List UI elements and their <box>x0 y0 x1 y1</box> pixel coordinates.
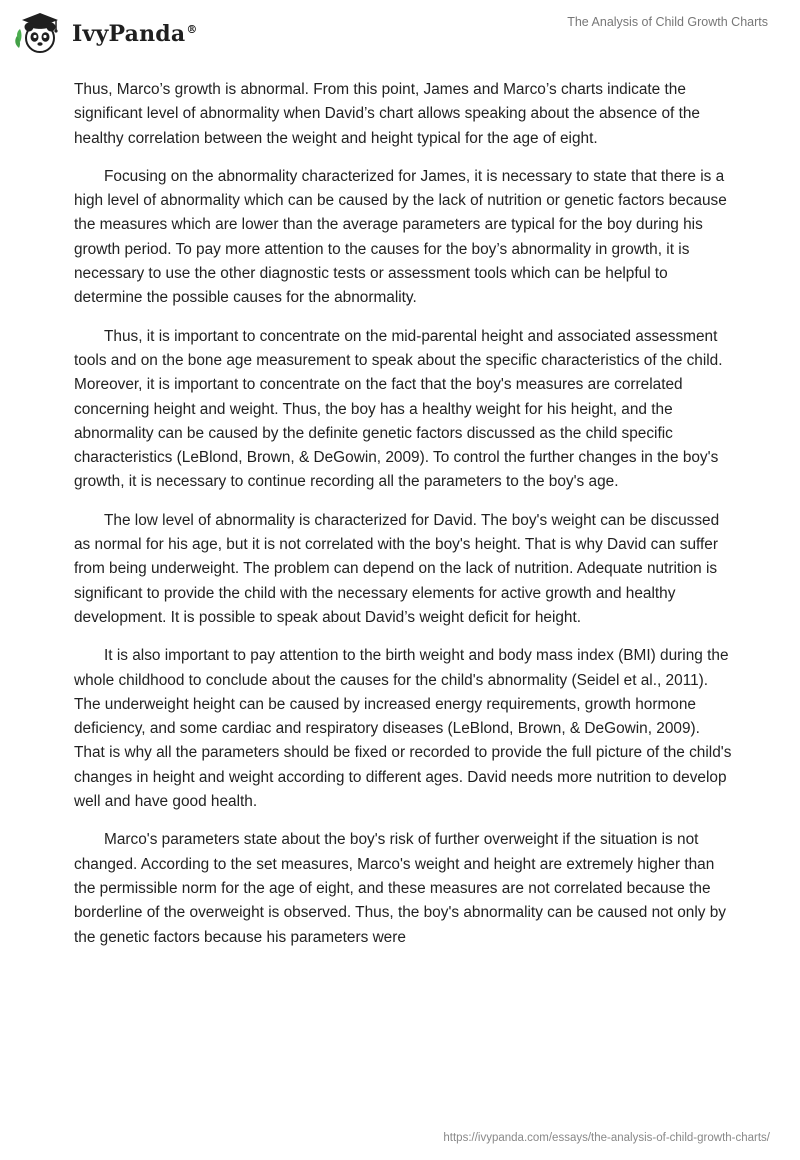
paragraph: Thus, Marco’s growth is abnormal. From this point, James and Marco’s charts indicate the significant level of abnormality when David’s chart allows speaking about the absence of the healthy correlation between the weight and height typical for the age of eight. <box>74 81 700 147</box>
ivypanda-logo[interactable] <box>14 8 198 58</box>
paragraph: It is also important to pay attention to the birth weight and body mass index (BMI) during the whole childhood to conclude about the causes for the child's abnormality (Seidel et al., 2011). The underweight height can be caused by increased energy requirements, growth hormone deficiency, and some cardiac and respiratory diseases (LeBlond, Brown, & DeGowin, 2009). That is why all the parameters should be fixed or recorded to provide the full picture of the child's changes in height and weight according to different ages. David needs more nutrition to develop well and have good health. <box>74 647 732 811</box>
paragraph: Marco's parameters state about the boy's risk of further overweight if the situation is not changed. According to the set measures, Marco's weight and height are extremely higher than the permissible norm for the age of eight, and these measures are not correlated because the borderline of the overweight is observed. Thus, the boy's abnormality can be caused not only by the genetic factors because his parameters were <box>74 831 727 946</box>
paragraph: Focusing on the abnormality characterized for James, it is necessary to state that there is a high level of abnormality which can be caused by the lack of nutrition or genetic factors because the measures which are lower than the average parameters are typical for the boy during his growth period. To pay more attention to the causes for the boy’s abnormality in growth, it is necessary to use the other diagnostic tests or assessment tools which can be helpful to determine the possible causes for the abnormality. <box>74 167 727 307</box>
page-url[interactable]: https://ivypanda.com/essays/the-analysis-of-child-growth-charts/ <box>443 1132 770 1144</box>
panda-graduate-icon <box>14 8 64 58</box>
registered-mark: ® <box>186 22 198 36</box>
paragraph: The low level of abnormality is characterized for David. The boy's weight can be discussed as normal for his age, but it is not correlated with the boy's height. That is why David can suffer from being underweight. The problem can depend on the lack of nutrition. Adequate nutrition is significant to provide the child with the necessary elements for active growth and healthy development. It is possible to speak about David’s weight deficit for height. <box>74 511 720 626</box>
logo-wordmark: IvyPanda <box>72 21 186 47</box>
paragraph: Thus, it is important to concentrate on the mid-parental height and associated assessment tools and on the bone age measurement to speak about the specific characteristics of the child. Moreover, it is important to concentrate on the fact that the boy's measures are correlated concerning height and weight. Thus, the boy has a healthy weight for his height, and the abnormality can be caused by the definite genetic factors discussed as the child specific characteristics (LeBlond, Brown, & DeGowin, 2009). To control the further changes in the boy's growth, it is necessary to continue recording all the parameters to the boy's age. <box>74 327 723 491</box>
essay-body <box>74 78 734 964</box>
document-title: The Analysis of Child Growth Charts <box>567 15 768 29</box>
page-header <box>0 0 800 70</box>
logo-text <box>72 21 198 47</box>
